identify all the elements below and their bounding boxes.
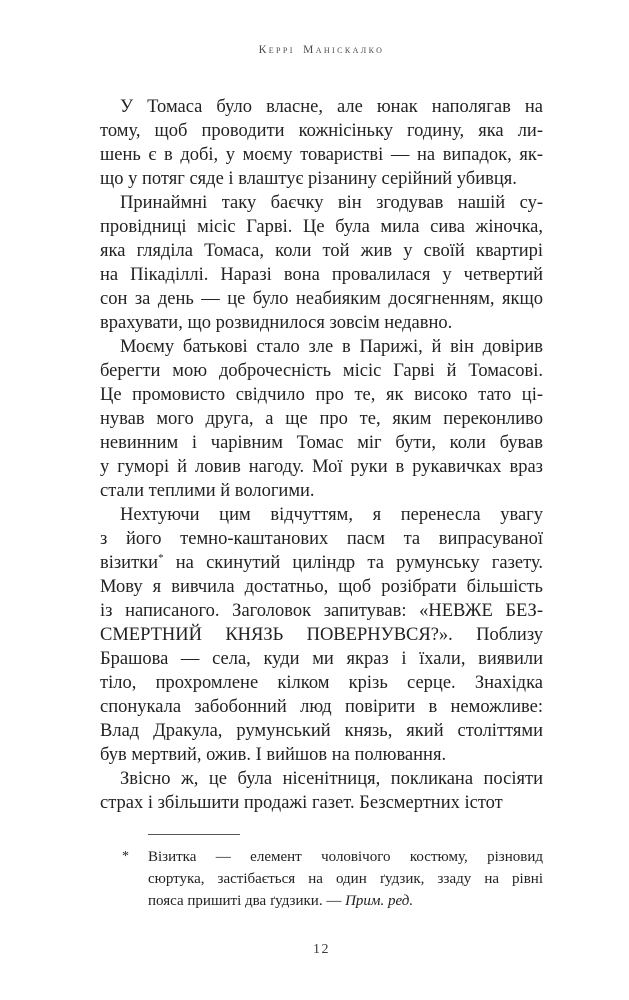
paragraph [100,335,543,503]
text-line: Візитка — елемент чоловічого костюму, різновид [148,849,543,865]
footnote-source: Прим. ред. [345,893,414,909]
running-head-author: Керрі Маніскалко [258,44,385,56]
text-line: СМЕРТНИЙ КНЯЗЬ ПОВЕРНУВСЯ?». Поблизу [100,625,543,645]
text-line: сюртука, застібається на один ґудзик, ззаду на рівні [148,871,543,887]
text-line: провідниці місіс Гарві. Це була мила сива жіночка, [100,217,543,237]
text-line: що у потяг сяде і влаштує різанину серійний убивця. [100,169,517,189]
text-line: шень є в добі, у моєму товаристві — на випадок, як- [100,145,543,165]
text-line: Принаймні таку баєчку він згодував нашій су- [120,193,543,213]
text-line: спонукала забобонний люд повірити в неможливе: [100,697,543,717]
paragraph [100,191,543,335]
body-text [100,95,543,815]
text-line: Нехтуючи цим відчуттям, я перенесла увагу [120,505,543,525]
text-line: Мову я вивчила достатньо, щоб розібрати більшість [100,577,543,597]
text-line: з його темно-каштанових пасм та випрасуваної [100,529,543,549]
text-line: Моєму батькові стало зле в Парижі, й він довірив [120,337,543,357]
text-line: яка гляділа Томаса, коли той жив у своїй квартирі [100,241,543,261]
paragraph [100,95,543,191]
paragraph [100,503,543,767]
text-line: врахувати, що розвиднилося зовсім недавно. [100,313,453,333]
text-line: У Томаса було власне, але юнак наполягав на [120,97,543,117]
text-line: страх і збільшити продажі газет. Безсмертних істот [100,793,503,813]
text-line: тому, щоб проводити кожнісіньку годину, яка ли- [100,121,543,141]
text-line: невинним і чарівним Томас міг бути, коли бував [100,433,543,453]
footnote-text [148,846,543,912]
footnote-marker: * [122,849,129,864]
text-line: Брашова — села, куди ми якраз і їхали, виявили [100,649,543,669]
text-line: у гуморі й ловив нагоду. Мої руки в рукавичках враз [100,457,543,477]
text-line: Влад Дракула, румунський князь, який століттями [100,721,543,741]
text-line: пояса пришиті два ґудзики. — Прим. ред. [148,893,414,909]
text-line: стали теплими й вологими. [100,481,315,501]
text-line: із написаного. Заголовок запитував: «НЕВЖЕ БЕЗ- [100,601,543,621]
text-line: берегти мою доброчесність місіс Гарві й Томасові. [100,361,543,381]
footnote-ref: * [158,551,164,564]
text-line: візитки* на скинутий циліндр та румунську газету. [100,551,543,573]
paragraph [100,767,543,815]
footnote [100,846,543,912]
text-line: нував мого друга, а ще про те, яким переконливо [100,409,543,429]
text-line: Звісно ж, це була нісенітниця, покликана посіяти [120,769,543,789]
text-line: Це промовисто свідчило про те, як високо тато ці- [100,385,543,405]
text-line: сон за день — це було неабияким досягненням, якщо [100,289,543,309]
text-line: на Пікаділлі. Наразі вона провалилася у четвертий [100,265,543,285]
text-line: був мертвий, ожив. І вийшов на полювання. [100,745,447,765]
page-number: 12 [313,942,330,957]
text-line: тіло, прохромлене кілком крізь серце. Знахідка [100,673,543,693]
footnote-rule [148,834,240,835]
